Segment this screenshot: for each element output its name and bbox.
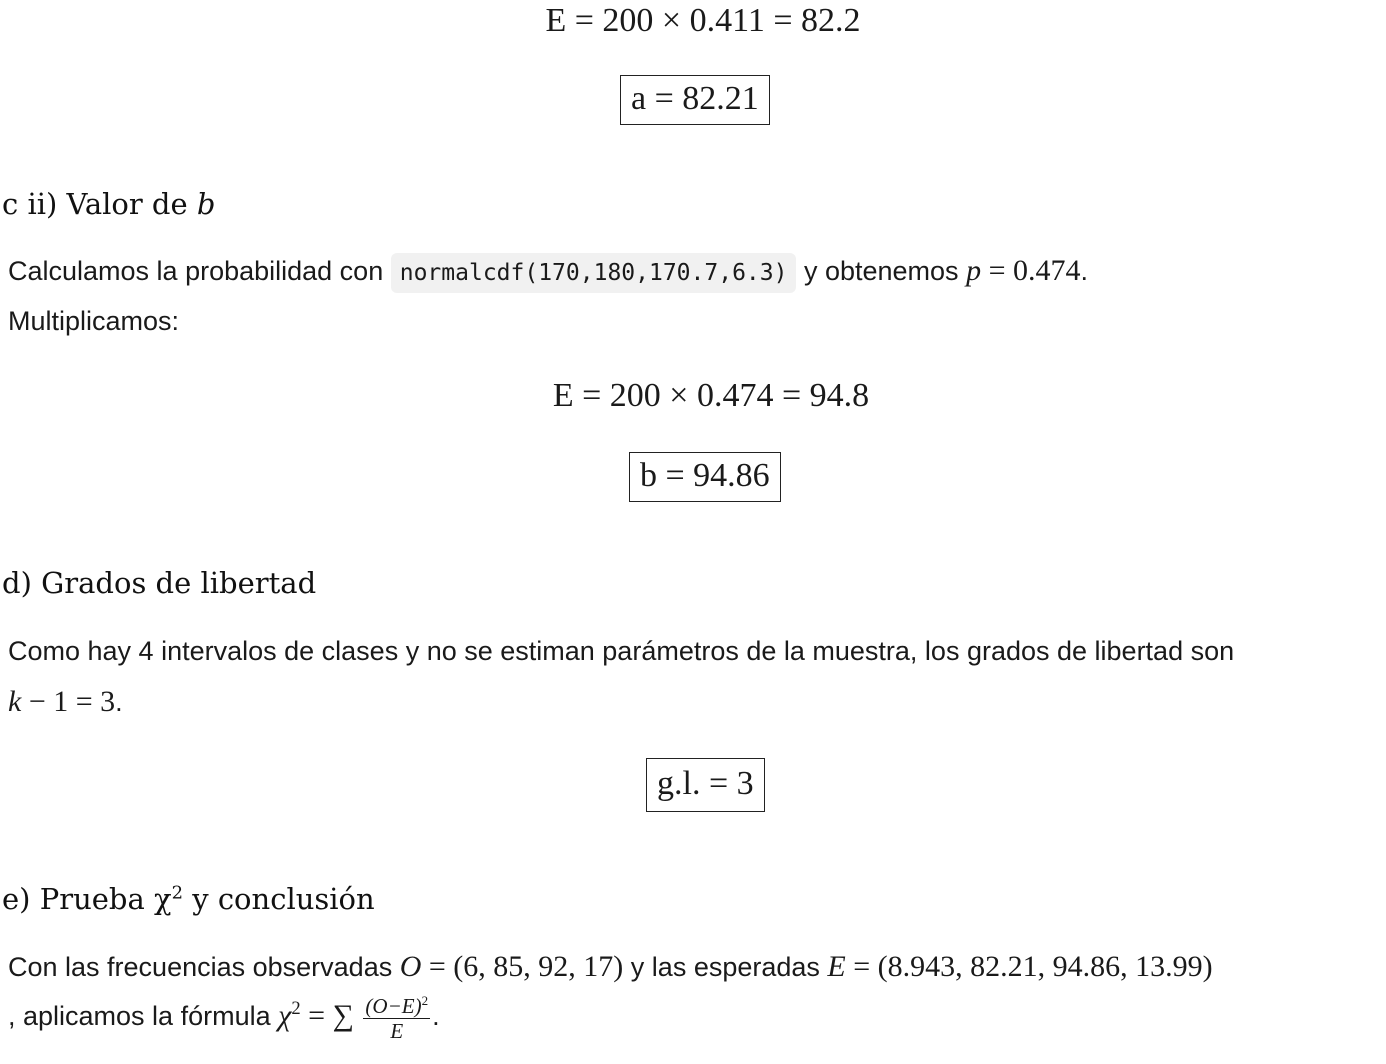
paragraph-e-text-3: , aplicamos la fórmula (8, 1001, 279, 1032)
expected-frequency-equation-b: E = 200 × 0.474 = 94.8 (552, 377, 870, 414)
k-expression: − 1 = 3 (21, 685, 116, 718)
result-a-value: a = 82.21 (620, 75, 770, 125)
paragraph-c-ii-period: . (1080, 256, 1088, 286)
section-heading-c-ii (2, 187, 215, 221)
heading-e-chi-superscript: 2 (171, 882, 183, 904)
k-variable: k (8, 685, 22, 718)
chi-superscript: 2 (291, 998, 301, 1020)
paragraph-e-line-2 (8, 994, 440, 1042)
probability-value: = 0.474 (981, 254, 1081, 287)
chi-square-fraction (363, 994, 430, 1042)
code-snippet-normalcdf: normalcdf(170,180,170.7,6.3) (391, 253, 797, 293)
boxed-result-a (620, 75, 770, 125)
paragraph-c-ii (8, 254, 1088, 288)
paragraph-e-period: . (432, 1001, 440, 1032)
paragraph-d-period: . (115, 687, 123, 717)
heading-c-ii-variable: b (196, 187, 216, 221)
paragraph-e-line-1 (8, 950, 1213, 984)
boxed-result-b (629, 452, 781, 502)
heading-e-text: e) Prueba (2, 882, 154, 916)
heading-e-suffix: y conclusión (183, 882, 375, 916)
fraction-numerator-superscript: 2 (421, 993, 429, 1008)
result-b-value: b = 94.86 (629, 452, 781, 502)
expected-values: = (8.943, 82.21, 94.86, 13.99) (845, 950, 1213, 983)
paragraph-d-line-1: Como hay 4 intervalos de clases y no se estiman parámetros de la muestra, los grados de libertad son (8, 636, 1235, 666)
chi-symbol: χ (278, 999, 292, 1033)
section-heading-e (2, 882, 375, 916)
fraction-denominator: E (390, 1019, 404, 1044)
paragraph-c-ii-text-1: Calculamos la probabilidad con (8, 256, 391, 286)
expected-variable: E (827, 950, 846, 983)
observed-variable: O (399, 950, 422, 983)
fraction-numerator: (O−E) (365, 994, 422, 1018)
boxed-result-gl (646, 758, 765, 812)
probability-variable: p (966, 254, 982, 287)
result-gl-value: g.l. = 3 (646, 758, 765, 812)
paragraph-d-line-2 (8, 685, 123, 719)
heading-e-chi: χ (153, 882, 172, 916)
section-heading-d: d) Grados de libertad (2, 566, 317, 600)
paragraph-e-text-2: y las esperadas (623, 952, 828, 982)
sum-operator: = ∑ (300, 999, 362, 1033)
paragraph-c-ii-text-2: y obtenemos (796, 256, 967, 286)
paragraph-multiplicamos: Multiplicamos: (8, 306, 180, 336)
paragraph-e-text-1: Con las frecuencias observadas (8, 952, 400, 982)
expected-frequency-equation-a: E = 200 × 0.411 = 82.2 (545, 2, 861, 39)
heading-c-ii-text: c ii) Valor de (2, 187, 197, 221)
observed-values: = (6, 85, 92, 17) (421, 950, 624, 983)
